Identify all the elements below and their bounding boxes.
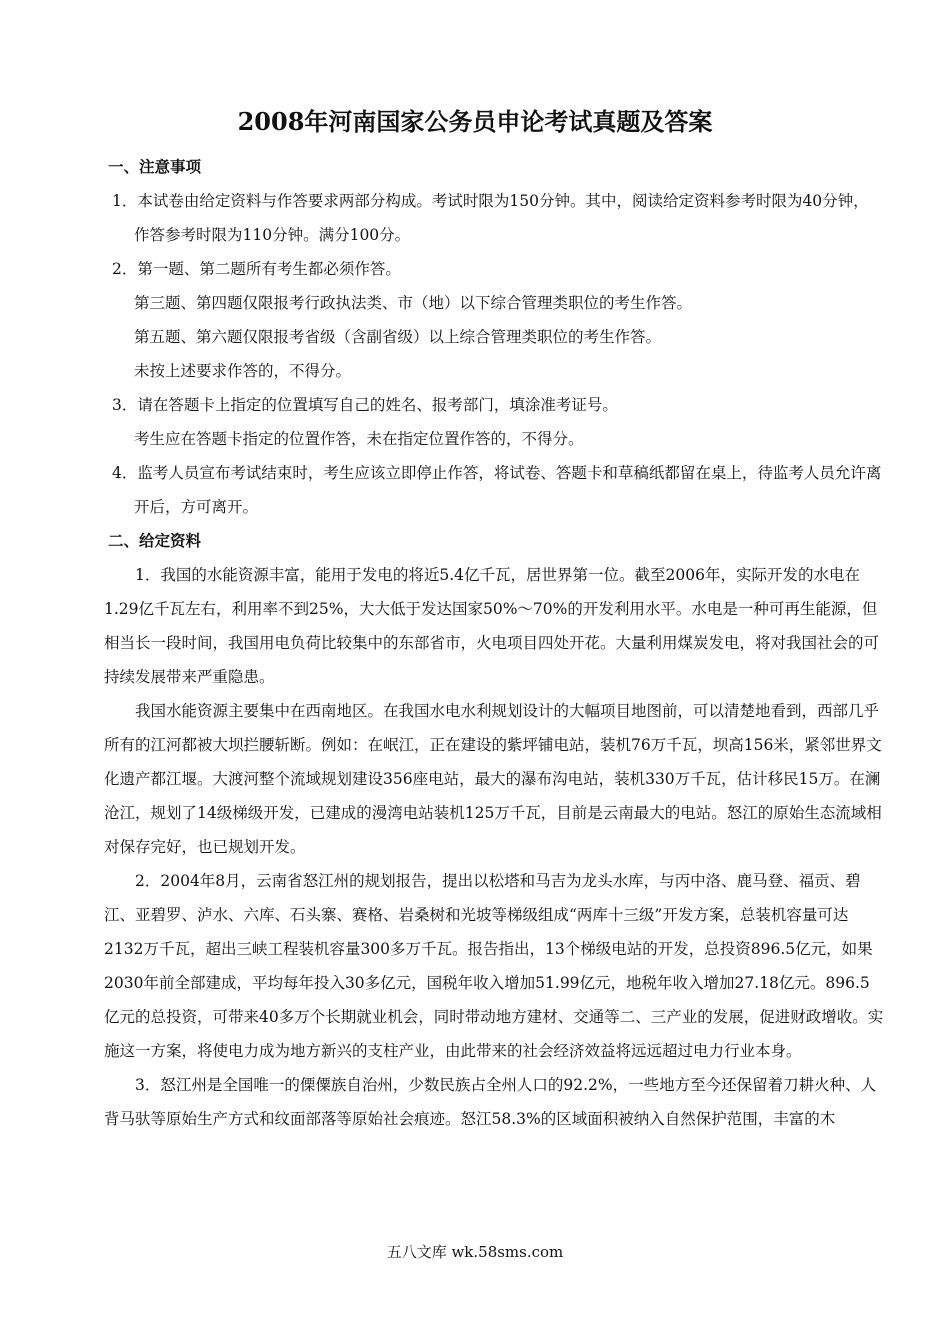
notes-item-3-line-2: 考生应在答题卡指定的位置作答，未在指定位置作答的，不得分。 <box>134 430 584 448</box>
material-paragraph-2: 我国水能资源主要集中在西南地区。在我国水电水利规划设计的大幅项目地图前，可以清楚地看到，西部几乎所有的江河都被大坝拦腰斩断。例如：在岷江，正在建设的紫坪铺电站，装机76万千瓦，坝高156米，紧邻世界文化遗产都江堰。大渡河整个流域规划建设356座电站，最大的瀑布沟电站，装机330万千瓦，估计移民15万。在澜沧江，规划了14级梯级开发，已建成的漫湾电站装机125万千瓦，目前是云南最大的电站。怒江的原始生态流域相对保存完好，也已规划开发。 <box>104 702 882 856</box>
notes-item-2: 2．第一题、第二题所有考生都必须作答。 <box>112 260 401 278</box>
material-paragraph-3: 2．2004年8月，云南省怒江州的规划报告，提出以松塔和马吉为龙头水库，与丙中洛、鹿马登、福贡、碧江、亚碧罗、泸水、六库、石头寨、赛格、岩桑树和光坡等梯级组成“两库十三级”开发方案，总装机容量可达2132万千瓦，超出三峡工程装机容量300多万千瓦。报告指出，13个梯级电站的开发，总投资896.5亿元，如果2030年前全部建成，平均每年投入30多亿元，国税年收入增加51.99亿元，地税年收入增加27.18亿元。896.5亿元的总投资，可带来40多万个长期就业机会，同时带动地方建材、交通等二、三产业的发展，促进财政增收。实施这一方案，将使电力成为地方新兴的支柱产业，由此带来的社会经济效益将远远超过电力行业本身。 <box>104 872 884 1060</box>
document-body <box>104 150 884 1136</box>
material-paragraph-4: 3．怒江州是全国唯一的傈僳族自治州，少数民族占全州人口的92.2%，一些地方至今还保留着刀耕火种、人背马驮等原始生产方式和纹面部落等原始社会痕迹。怒江58.3%的区域面积被纳入自然保护范围，丰富的木 <box>104 1076 877 1128</box>
document-title: 2008年河南国家公务员申论考试真题及答案 <box>237 107 713 136</box>
notes-item-2-line-4: 未按上述要求作答的，不得分。 <box>134 362 352 380</box>
notes-item-1: 1．本试卷由给定资料与作答要求两部分构成。考试时限为150分钟。其中，阅读给定资料参考时限为40分钟，作答参考时限为110分钟。满分100分。 <box>112 192 869 244</box>
notes-item-2-line-3: 第五题、第六题仅限报考省级（含副省级）以上综合管理类职位的考生作答。 <box>134 328 662 346</box>
notes-item-3: 3．请在答题卡上指定的位置填写自己的姓名、报考部门，填涂准考证号。 <box>112 396 618 414</box>
notes-item-4: 4．监考人员宣布考试结束时，考生应该立即停止作答，将试卷、答题卡和草稿纸都留在桌上，待监考人员允许离开后，方可离开。 <box>112 464 882 516</box>
material-paragraph-1: 1．我国的水能资源丰富，能用于发电的将近5.4亿千瓦，居世界第一位。截至2006年，实际开发的水电在1.29亿千瓦左右，利用率不到25%，大大低于发达国家50%～70%的开发利用水平。水电是一种可再生能源，但相当长一段时间，我国用电负荷比较集中的东部省市，火电项目四处开花。大量利用煤炭发电，将对我国社会的可持续发展带来严重隐患。 <box>104 566 880 686</box>
section-heading-notes: 一、注意事项 <box>108 157 202 176</box>
section-heading-materials: 二、给定资料 <box>108 531 202 550</box>
notes-item-2-line-2: 第三题、第四题仅限报考行政执法类、市（地）以下综合管理类职位的考生作答。 <box>134 294 693 312</box>
page-footer-watermark: 五八文库 wk.58sms.com <box>386 1243 564 1261</box>
